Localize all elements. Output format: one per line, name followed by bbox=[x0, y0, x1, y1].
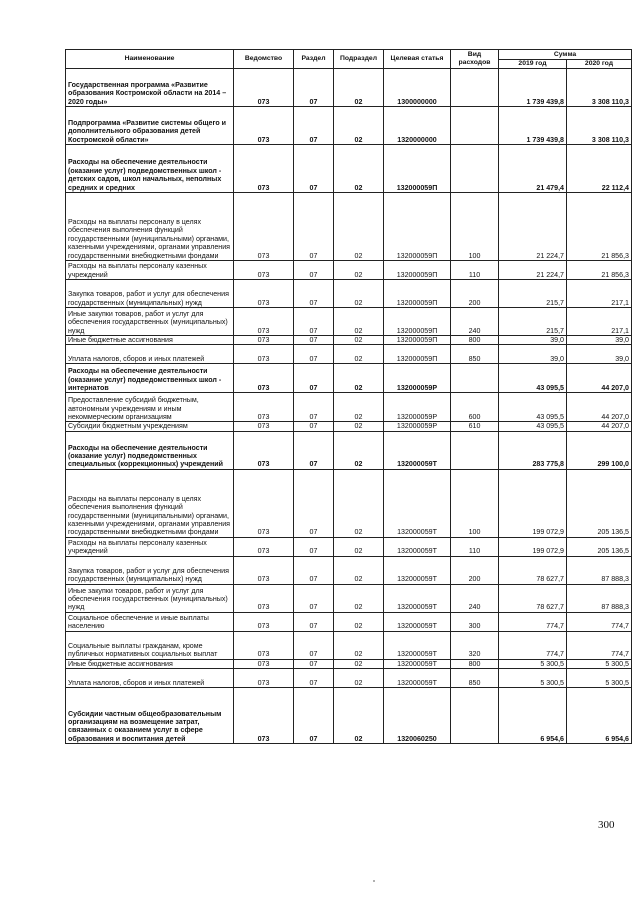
header-celevaya-statya: Целевая статья bbox=[384, 50, 451, 69]
row-sum-2019: 78 627,7 bbox=[499, 556, 567, 584]
table-row bbox=[66, 669, 632, 688]
row-celevaya-statya: 132000059Т bbox=[384, 431, 451, 469]
row-podrazdel: 02 bbox=[334, 393, 384, 422]
row-vid-rashodov: 800 bbox=[451, 336, 499, 345]
row-vedomstvo: 073 bbox=[234, 537, 294, 556]
row-vid-rashodov: 320 bbox=[451, 631, 499, 659]
row-razdel: 07 bbox=[294, 261, 334, 280]
row-vedomstvo: 073 bbox=[234, 193, 294, 261]
row-name: Уплата налогов, сборов и иных платежей bbox=[66, 345, 234, 364]
row-sum-2020: 22 112,4 bbox=[567, 145, 632, 193]
row-sum-2020: 3 308 110,3 bbox=[567, 69, 632, 107]
row-sum-2019: 43 095,5 bbox=[499, 364, 567, 393]
row-vid-rashodov: 240 bbox=[451, 584, 499, 612]
row-vedomstvo: 073 bbox=[234, 431, 294, 469]
row-razdel: 07 bbox=[294, 393, 334, 422]
table-row bbox=[66, 107, 632, 145]
row-vedomstvo: 073 bbox=[234, 280, 294, 308]
header-name: Наименование bbox=[66, 50, 234, 69]
row-celevaya-statya: 132000059Т bbox=[384, 556, 451, 584]
row-name: Закупка товаров, работ и услуг для обеспечения государственных (муниципальных) нужд bbox=[66, 280, 234, 308]
row-celevaya-statya: 132000059Т bbox=[384, 537, 451, 556]
row-vedomstvo: 073 bbox=[234, 659, 294, 668]
row-name: Государственная программа «Развитие образования Костромской области на 2014 – 2020 годы» bbox=[66, 69, 234, 107]
row-razdel: 07 bbox=[294, 659, 334, 668]
row-podrazdel: 02 bbox=[334, 193, 384, 261]
row-sum-2019: 39,0 bbox=[499, 336, 567, 345]
row-name: Социальное обеспечение и иные выплаты населению bbox=[66, 612, 234, 631]
table-row bbox=[66, 431, 632, 469]
row-celevaya-statya: 132000059Т bbox=[384, 659, 451, 668]
row-razdel: 07 bbox=[294, 345, 334, 364]
row-name: Расходы на выплаты персоналу в целях обеспечения выполнения функций государственными (муниципальными) органами, казенными учреждениями, органами управления государственными внебюджетными фондами bbox=[66, 193, 234, 261]
row-celevaya-statya: 132000059Т bbox=[384, 669, 451, 688]
row-razdel: 07 bbox=[294, 308, 334, 336]
row-vid-rashodov: 240 bbox=[451, 308, 499, 336]
row-podrazdel: 02 bbox=[334, 584, 384, 612]
row-podrazdel: 02 bbox=[334, 345, 384, 364]
row-name: Иные закупки товаров, работ и услуг для обеспечения государственных (муниципальных) нужд bbox=[66, 584, 234, 612]
row-sum-2020: 6 954,6 bbox=[567, 688, 632, 744]
row-razdel: 07 bbox=[294, 69, 334, 107]
budget-table bbox=[65, 49, 632, 744]
table-row bbox=[66, 336, 632, 345]
row-podrazdel: 02 bbox=[334, 336, 384, 345]
row-podrazdel: 02 bbox=[334, 469, 384, 537]
row-podrazdel: 02 bbox=[334, 631, 384, 659]
row-name: Расходы на выплаты персоналу в целях обеспечения выполнения функций государственными (муниципальными) органами, казенными учреждениями, органами управления государственными внебюджетными фондами bbox=[66, 469, 234, 537]
row-celevaya-statya: 132000059П bbox=[384, 308, 451, 336]
row-name: Расходы на обеспечение деятельности (оказание услуг) подведомственных школ - детских садов, школ начальных, неполных средних и средних bbox=[66, 145, 234, 193]
row-vedomstvo: 073 bbox=[234, 145, 294, 193]
row-razdel: 07 bbox=[294, 612, 334, 631]
table-row bbox=[66, 659, 632, 668]
scan-speck bbox=[373, 880, 375, 882]
row-vid-rashodov: 110 bbox=[451, 261, 499, 280]
table-row bbox=[66, 145, 632, 193]
row-vedomstvo: 073 bbox=[234, 584, 294, 612]
row-vid-rashodov: 100 bbox=[451, 469, 499, 537]
row-name: Расходы на обеспечение деятельности (оказание услуг) подведомственных специальных (коррекционных) учреждений bbox=[66, 431, 234, 469]
table-row bbox=[66, 688, 632, 744]
row-podrazdel: 02 bbox=[334, 537, 384, 556]
row-podrazdel: 02 bbox=[334, 422, 384, 431]
row-sum-2020: 3 308 110,3 bbox=[567, 107, 632, 145]
row-podrazdel: 02 bbox=[334, 431, 384, 469]
row-sum-2019: 5 300,5 bbox=[499, 669, 567, 688]
table-row bbox=[66, 308, 632, 336]
row-celevaya-statya: 132000059П bbox=[384, 193, 451, 261]
row-razdel: 07 bbox=[294, 688, 334, 744]
row-sum-2019: 21 224,7 bbox=[499, 261, 567, 280]
row-podrazdel: 02 bbox=[334, 308, 384, 336]
row-celevaya-statya: 132000059П bbox=[384, 261, 451, 280]
table-row bbox=[66, 393, 632, 422]
row-sum-2019: 774,7 bbox=[499, 612, 567, 631]
row-sum-2019: 43 095,5 bbox=[499, 393, 567, 422]
row-vid-rashodov: 850 bbox=[451, 345, 499, 364]
row-podrazdel: 02 bbox=[334, 107, 384, 145]
row-razdel: 07 bbox=[294, 193, 334, 261]
row-vid-rashodov: 110 bbox=[451, 537, 499, 556]
row-sum-2019: 774,7 bbox=[499, 631, 567, 659]
row-razdel: 07 bbox=[294, 669, 334, 688]
row-podrazdel: 02 bbox=[334, 556, 384, 584]
row-podrazdel: 02 bbox=[334, 145, 384, 193]
row-podrazdel: 02 bbox=[334, 280, 384, 308]
row-podrazdel: 02 bbox=[334, 612, 384, 631]
table-body bbox=[66, 69, 632, 744]
row-razdel: 07 bbox=[294, 431, 334, 469]
row-name: Предоставление субсидий бюджетным, автономным учреждениям и иным некоммерческим организациям bbox=[66, 393, 234, 422]
row-celevaya-statya: 1320000000 bbox=[384, 107, 451, 145]
row-podrazdel: 02 bbox=[334, 688, 384, 744]
row-sum-2020: 299 100,0 bbox=[567, 431, 632, 469]
row-podrazdel: 02 bbox=[334, 69, 384, 107]
table-header bbox=[66, 50, 632, 69]
row-sum-2020: 44 207,0 bbox=[567, 364, 632, 393]
row-celevaya-statya: 132000059П bbox=[384, 280, 451, 308]
row-sum-2019: 215,7 bbox=[499, 280, 567, 308]
row-sum-2019: 1 739 439,8 bbox=[499, 107, 567, 145]
row-sum-2020: 5 300,5 bbox=[567, 659, 632, 668]
row-name: Субсидии бюджетным учреждениям bbox=[66, 422, 234, 431]
row-vedomstvo: 073 bbox=[234, 422, 294, 431]
row-sum-2019: 5 300,5 bbox=[499, 659, 567, 668]
row-vedomstvo: 073 bbox=[234, 469, 294, 537]
row-razdel: 07 bbox=[294, 469, 334, 537]
row-podrazdel: 02 bbox=[334, 261, 384, 280]
row-vedomstvo: 073 bbox=[234, 669, 294, 688]
row-sum-2020: 87 888,3 bbox=[567, 556, 632, 584]
table-row bbox=[66, 556, 632, 584]
row-razdel: 07 bbox=[294, 584, 334, 612]
row-razdel: 07 bbox=[294, 537, 334, 556]
table-row bbox=[66, 193, 632, 261]
row-name: Субсидии частным общеобразовательным организациям на возмещение затрат, связанных с оказанием услуг в сфере образования и воспитания детей bbox=[66, 688, 234, 744]
row-vid-rashodov: 300 bbox=[451, 612, 499, 631]
row-sum-2020: 774,7 bbox=[567, 612, 632, 631]
row-vedomstvo: 073 bbox=[234, 261, 294, 280]
table-row bbox=[66, 364, 632, 393]
row-vid-rashodov bbox=[451, 688, 499, 744]
row-razdel: 07 bbox=[294, 336, 334, 345]
row-sum-2019: 199 072,9 bbox=[499, 537, 567, 556]
table-row bbox=[66, 612, 632, 631]
table-row bbox=[66, 537, 632, 556]
row-celevaya-statya: 132000059Т bbox=[384, 469, 451, 537]
row-sum-2020: 217,1 bbox=[567, 308, 632, 336]
row-sum-2019: 78 627,7 bbox=[499, 584, 567, 612]
row-name: Иные бюджетные ассигнования bbox=[66, 336, 234, 345]
row-vid-rashodov: 100 bbox=[451, 193, 499, 261]
row-celevaya-statya: 132000059Т bbox=[384, 612, 451, 631]
row-razdel: 07 bbox=[294, 107, 334, 145]
row-vid-rashodov: 200 bbox=[451, 556, 499, 584]
row-celevaya-statya: 132000059П bbox=[384, 145, 451, 193]
row-sum-2020: 44 207,0 bbox=[567, 422, 632, 431]
row-sum-2019: 21 479,4 bbox=[499, 145, 567, 193]
row-vedomstvo: 073 bbox=[234, 631, 294, 659]
row-vid-rashodov bbox=[451, 431, 499, 469]
row-sum-2020: 21 856,3 bbox=[567, 193, 632, 261]
row-sum-2020: 217,1 bbox=[567, 280, 632, 308]
row-sum-2020: 5 300,5 bbox=[567, 669, 632, 688]
table-row bbox=[66, 422, 632, 431]
row-vedomstvo: 073 bbox=[234, 612, 294, 631]
row-vedomstvo: 073 bbox=[234, 69, 294, 107]
row-celevaya-statya: 132000059Т bbox=[384, 631, 451, 659]
page-number: 300 bbox=[598, 819, 615, 831]
row-name: Расходы на обеспечение деятельности (оказание услуг) подведомственных школ - интернатов bbox=[66, 364, 234, 393]
table-row bbox=[66, 69, 632, 107]
row-vid-rashodov: 600 bbox=[451, 393, 499, 422]
row-sum-2019: 199 072,9 bbox=[499, 469, 567, 537]
row-sum-2019: 43 095,5 bbox=[499, 422, 567, 431]
row-vedomstvo: 073 bbox=[234, 308, 294, 336]
row-sum-2020: 21 856,3 bbox=[567, 261, 632, 280]
row-vedomstvo: 073 bbox=[234, 688, 294, 744]
row-vedomstvo: 073 bbox=[234, 345, 294, 364]
row-razdel: 07 bbox=[294, 556, 334, 584]
row-name: Подпрограмма «Развитие системы общего и дополнительного образования детей Костромской области» bbox=[66, 107, 234, 145]
row-sum-2019: 283 775,8 bbox=[499, 431, 567, 469]
row-vedomstvo: 073 bbox=[234, 107, 294, 145]
row-name: Расходы на выплаты персоналу казенных учреждений bbox=[66, 261, 234, 280]
row-razdel: 07 bbox=[294, 364, 334, 393]
row-sum-2019: 21 224,7 bbox=[499, 193, 567, 261]
row-sum-2019: 215,7 bbox=[499, 308, 567, 336]
header-vedomstvo: Ведомство bbox=[234, 50, 294, 69]
row-vid-rashodov bbox=[451, 69, 499, 107]
row-vid-rashodov: 610 bbox=[451, 422, 499, 431]
table-row bbox=[66, 584, 632, 612]
row-name: Иные бюджетные ассигнования bbox=[66, 659, 234, 668]
row-sum-2019: 6 954,6 bbox=[499, 688, 567, 744]
row-vid-rashodov: 800 bbox=[451, 659, 499, 668]
table-row bbox=[66, 631, 632, 659]
row-vedomstvo: 073 bbox=[234, 556, 294, 584]
row-sum-2020: 774,7 bbox=[567, 631, 632, 659]
row-sum-2019: 39,0 bbox=[499, 345, 567, 364]
row-razdel: 07 bbox=[294, 422, 334, 431]
row-vedomstvo: 073 bbox=[234, 393, 294, 422]
table-row bbox=[66, 469, 632, 537]
row-celevaya-statya: 1320060250 bbox=[384, 688, 451, 744]
row-sum-2020: 44 207,0 bbox=[567, 393, 632, 422]
row-sum-2020: 39,0 bbox=[567, 345, 632, 364]
row-vid-rashodov: 850 bbox=[451, 669, 499, 688]
row-celevaya-statya: 132000059Т bbox=[384, 584, 451, 612]
row-name: Социальные выплаты гражданам, кроме публичных нормативных социальных выплат bbox=[66, 631, 234, 659]
row-name: Иные закупки товаров, работ и услуг для обеспечения государственных (муниципальных) нужд bbox=[66, 308, 234, 336]
row-sum-2020: 205 136,5 bbox=[567, 469, 632, 537]
row-celevaya-statya: 1300000000 bbox=[384, 69, 451, 107]
row-sum-2020: 87 888,3 bbox=[567, 584, 632, 612]
header-razdel: Раздел bbox=[294, 50, 334, 69]
row-razdel: 07 bbox=[294, 145, 334, 193]
header-year-2020: 2020 год bbox=[567, 60, 632, 69]
row-vid-rashodov bbox=[451, 107, 499, 145]
header-vid-rashodov: Вид расходов bbox=[451, 50, 499, 69]
row-vedomstvo: 073 bbox=[234, 364, 294, 393]
row-celevaya-statya: 132000059П bbox=[384, 345, 451, 364]
row-sum-2020: 205 136,5 bbox=[567, 537, 632, 556]
row-vid-rashodov bbox=[451, 145, 499, 193]
header-summa: Сумма bbox=[499, 50, 632, 60]
row-podrazdel: 02 bbox=[334, 669, 384, 688]
row-celevaya-statya: 132000059Р bbox=[384, 422, 451, 431]
row-celevaya-statya: 132000059Р bbox=[384, 364, 451, 393]
table-row bbox=[66, 261, 632, 280]
row-sum-2020: 39,0 bbox=[567, 336, 632, 345]
row-podrazdel: 02 bbox=[334, 659, 384, 668]
row-sum-2019: 1 739 439,8 bbox=[499, 69, 567, 107]
row-celevaya-statya: 132000059П bbox=[384, 336, 451, 345]
row-name: Расходы на выплаты персоналу казенных учреждений bbox=[66, 537, 234, 556]
table-row bbox=[66, 280, 632, 308]
table-row bbox=[66, 345, 632, 364]
row-vid-rashodov: 200 bbox=[451, 280, 499, 308]
row-razdel: 07 bbox=[294, 631, 334, 659]
row-vid-rashodov bbox=[451, 364, 499, 393]
header-year-2019: 2019 год bbox=[499, 60, 567, 69]
row-name: Уплата налогов, сборов и иных платежей bbox=[66, 669, 234, 688]
row-razdel: 07 bbox=[294, 280, 334, 308]
row-celevaya-statya: 132000059Р bbox=[384, 393, 451, 422]
header-podrazdel: Подраздел bbox=[334, 50, 384, 69]
row-podrazdel: 02 bbox=[334, 364, 384, 393]
row-vedomstvo: 073 bbox=[234, 336, 294, 345]
row-name: Закупка товаров, работ и услуг для обеспечения государственных (муниципальных) нужд bbox=[66, 556, 234, 584]
